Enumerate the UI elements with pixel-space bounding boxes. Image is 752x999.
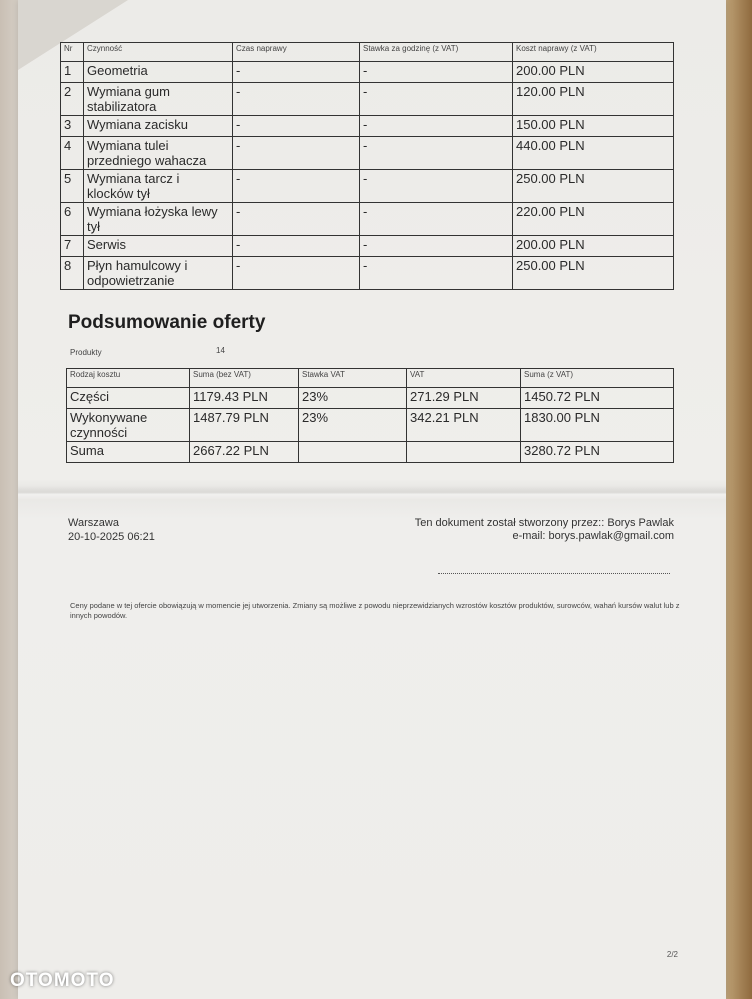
header-activity: Czynność	[84, 43, 233, 62]
services-body	[61, 62, 674, 290]
summary-net-cell: 1487.79 PLN	[190, 409, 299, 442]
service-time-cell: -	[233, 137, 360, 170]
service-cost-cell: 250.00 PLN	[513, 257, 674, 290]
summary-net-cell: 2667.22 PLN	[190, 442, 299, 463]
signature-line	[438, 573, 670, 574]
service-cost-cell: 200.00 PLN	[513, 236, 674, 257]
summary-vat-rate-cell	[299, 442, 407, 463]
header-time: Czas naprawy	[233, 43, 360, 62]
paper-fold	[18, 486, 726, 500]
service-row	[61, 257, 674, 290]
service-nr-cell: 5	[61, 170, 84, 203]
service-rate-cell: -	[360, 83, 513, 116]
service-name-cell: Wymiana zacisku	[84, 116, 233, 137]
service-cost-cell: 440.00 PLN	[513, 137, 674, 170]
service-row	[61, 62, 674, 83]
otomoto-watermark: OTOMOTO	[10, 970, 115, 991]
summary-vat-cell	[407, 442, 521, 463]
service-row	[61, 236, 674, 257]
header-cost: Koszt naprawy (z VAT)	[513, 43, 674, 62]
footer-created-by: Ten dokument został stworzony przez:: Borys Pawlak	[414, 517, 674, 529]
summary-row	[67, 409, 674, 442]
summary-body	[67, 388, 674, 463]
service-rate-cell: -	[360, 62, 513, 83]
summary-title: Podsumowanie oferty	[68, 312, 266, 333]
footer-note: Ceny podane w tej ofercie obowiązują w momencie jej utworzenia. Zmiany są możliwe z powodu nieprzewidzianych wzrostów kosztów produktów, surowców, wahań kursów walut lub z innych powodów.	[70, 601, 680, 620]
service-cost-cell: 200.00 PLN	[513, 62, 674, 83]
header-cost-type: Rodzaj kosztu	[67, 369, 190, 388]
header-rate: Stawka za godzinę (z VAT)	[360, 43, 513, 62]
service-rate-cell: -	[360, 257, 513, 290]
service-name-cell: Płyn hamulcowy i odpowietrzanie	[84, 257, 233, 290]
summary-gross-cell: 1830.00 PLN	[521, 409, 674, 442]
service-name-cell: Geometria	[84, 62, 233, 83]
service-time-cell: -	[233, 62, 360, 83]
service-rate-cell: -	[360, 236, 513, 257]
service-time-cell: -	[233, 236, 360, 257]
header-vat: VAT	[407, 369, 521, 388]
service-time-cell: -	[233, 257, 360, 290]
service-nr-cell: 3	[61, 116, 84, 137]
service-nr-cell: 2	[61, 83, 84, 116]
service-row	[61, 83, 674, 116]
summary-type-cell: Suma	[67, 442, 190, 463]
service-cost-cell: 120.00 PLN	[513, 83, 674, 116]
summary-gross-cell: 3280.72 PLN	[521, 442, 674, 463]
summary-table	[66, 368, 674, 463]
document-page	[18, 0, 726, 999]
service-cost-cell: 220.00 PLN	[513, 203, 674, 236]
service-row	[61, 116, 674, 137]
summary-type-cell: Części	[67, 388, 190, 409]
products-count: 14	[216, 346, 225, 355]
summary-vat-rate-cell: 23%	[299, 388, 407, 409]
summary-row	[67, 388, 674, 409]
summary-vat-cell: 342.21 PLN	[407, 409, 521, 442]
footer-city: Warszawa	[68, 517, 119, 529]
service-cost-cell: 250.00 PLN	[513, 170, 674, 203]
service-rate-cell: -	[360, 137, 513, 170]
page-number: 2/2	[666, 950, 678, 959]
service-nr-cell: 8	[61, 257, 84, 290]
service-cost-cell: 150.00 PLN	[513, 116, 674, 137]
header-gross: Suma (z VAT)	[521, 369, 674, 388]
footer-email: e-mail: borys.pawlak@gmail.com	[512, 530, 674, 542]
summary-vat-rate-cell: 23%	[299, 409, 407, 442]
header-net: Suma (bez VAT)	[190, 369, 299, 388]
header-nr: Nr	[61, 43, 84, 62]
service-time-cell: -	[233, 170, 360, 203]
service-name-cell: Wymiana łożyska lewy tył	[84, 203, 233, 236]
footer-datetime: 20-10-2025 06:21	[68, 531, 155, 543]
products-label: Produkty	[70, 348, 102, 357]
service-row	[61, 137, 674, 170]
service-time-cell: -	[233, 83, 360, 116]
service-row	[61, 203, 674, 236]
service-time-cell: -	[233, 203, 360, 236]
summary-row	[67, 442, 674, 463]
summary-gross-cell: 1450.72 PLN	[521, 388, 674, 409]
service-nr-cell: 6	[61, 203, 84, 236]
service-rate-cell: -	[360, 116, 513, 137]
service-time-cell: -	[233, 116, 360, 137]
service-nr-cell: 1	[61, 62, 84, 83]
service-rate-cell: -	[360, 203, 513, 236]
service-nr-cell: 7	[61, 236, 84, 257]
header-vat-rate: Stawka VAT	[299, 369, 407, 388]
service-nr-cell: 4	[61, 137, 84, 170]
services-header-row	[61, 43, 674, 62]
service-name-cell: Wymiana gum stabilizatora	[84, 83, 233, 116]
service-name-cell: Wymiana tarcz i klocków tył	[84, 170, 233, 203]
services-table	[60, 42, 674, 290]
summary-header-row	[67, 369, 674, 388]
service-row	[61, 170, 674, 203]
summary-net-cell: 1179.43 PLN	[190, 388, 299, 409]
summary-vat-cell: 271.29 PLN	[407, 388, 521, 409]
service-name-cell: Wymiana tulei przedniego wahacza	[84, 137, 233, 170]
summary-type-cell: Wykonywane czynności	[67, 409, 190, 442]
service-name-cell: Serwis	[84, 236, 233, 257]
service-rate-cell: -	[360, 170, 513, 203]
